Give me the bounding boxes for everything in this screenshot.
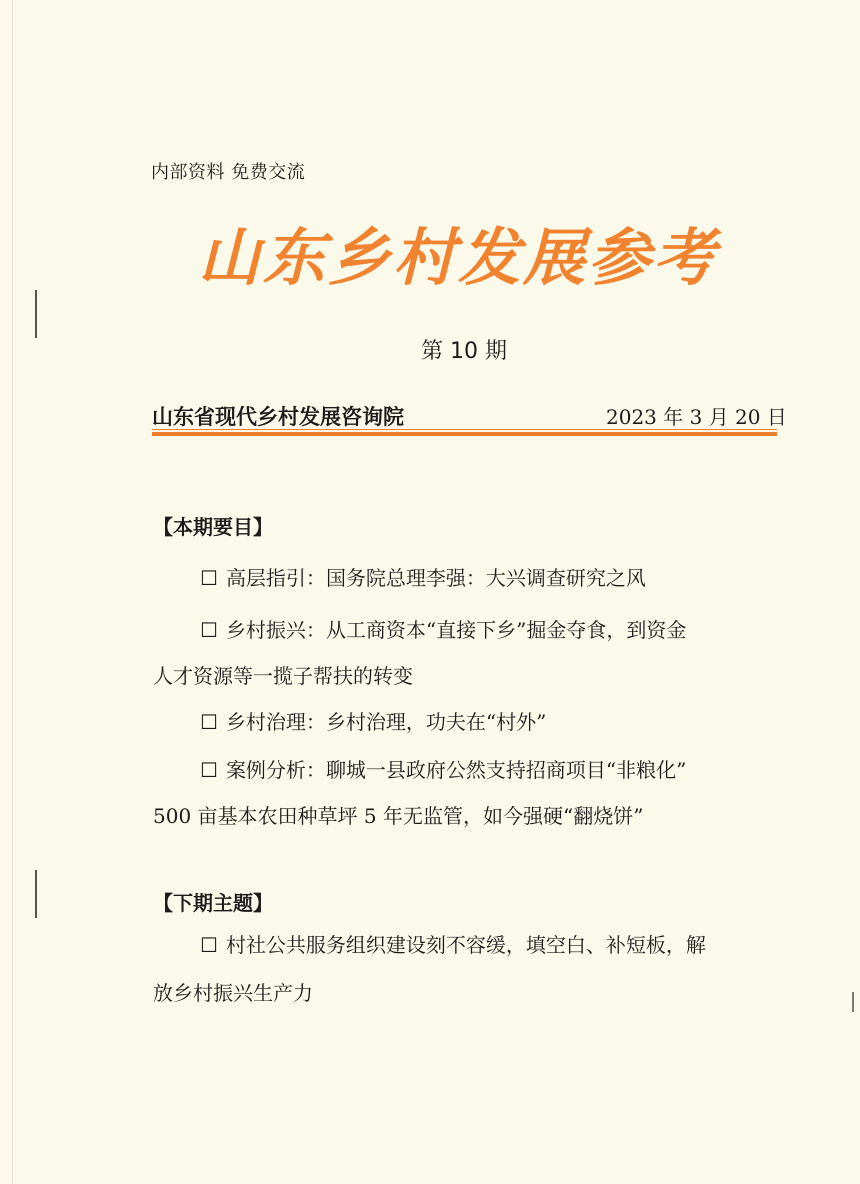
binding-mark-bottom (35, 870, 37, 918)
checkbox-icon: ☐ (200, 618, 218, 642)
header-rule-thin (152, 429, 777, 430)
publisher-name: 山东省现代乡村发展咨询院 (152, 404, 404, 429)
issue-number: 第 10 期 (421, 339, 507, 364)
checkbox-icon: ☐ (200, 566, 218, 590)
next-issue-topic (200, 932, 706, 958)
header-rule-thick (152, 432, 777, 436)
toc-item-leadership (200, 565, 646, 591)
next-issue-topic-continuation: 放乡村振兴生产力 (153, 981, 313, 1005)
next-issue-heading: 【下期主题】 (153, 891, 273, 915)
binding-mark-top (35, 290, 37, 338)
checkbox-icon: ☐ (200, 933, 218, 957)
internal-note: 内部资料 免费交流 (151, 162, 306, 183)
toc-item-text: 从工商资本“直接下乡”掘金夺食，到资金 (325, 618, 687, 642)
toc-item-continuation: 人才资源等一揽子帮扶的转变 (153, 664, 413, 688)
current-issue-heading: 【本期要目】 (153, 515, 273, 539)
toc-item-text: 乡村治理，功夫在“村外” (325, 710, 547, 734)
toc-item-rural-revitalization (200, 617, 686, 643)
toc-item-rural-governance (200, 709, 546, 735)
toc-item-label: 乡村振兴： (225, 618, 326, 642)
toc-item-case-analysis (200, 757, 686, 783)
page-edge (12, 0, 13, 1184)
toc-item-continuation: 500 亩基本农田种草坪 5 年无监管，如今强硬“翻烧饼” (153, 804, 644, 828)
toc-item-label: 案例分析： (225, 758, 326, 782)
checkbox-icon: ☐ (200, 710, 218, 734)
next-issue-topic-text: 村社公共服务组织建设刻不容缓，填空白、补短板，解 (225, 933, 706, 957)
toc-item-label: 乡村治理： (225, 710, 326, 734)
checkbox-icon: ☐ (200, 758, 218, 782)
edge-mark-right (852, 992, 854, 1012)
masthead-title: 山东乡村发展参考 (198, 221, 719, 294)
publish-date: 2023 年 3 月 20 日 (606, 405, 787, 429)
toc-item-label: 高层指引： (225, 566, 326, 590)
toc-item-text: 国务院总理李强：大兴调查研究之风 (325, 566, 646, 590)
toc-item-text: 聊城一县政府公然支持招商项目“非粮化” (325, 758, 687, 782)
